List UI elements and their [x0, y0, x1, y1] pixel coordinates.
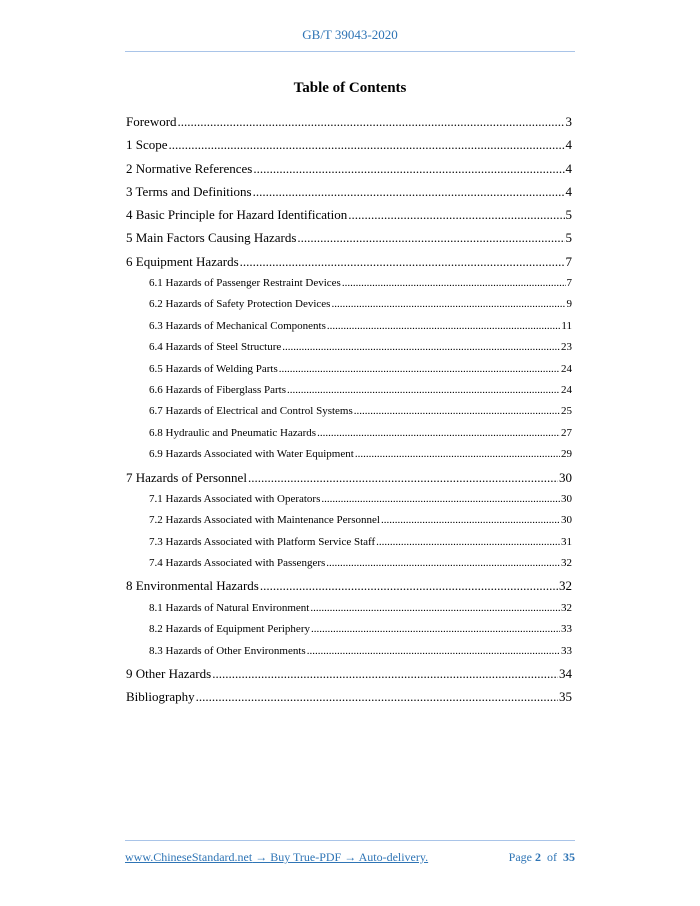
toc-entry-title: 6.3 Hazards of Mechanical Components [149, 319, 326, 332]
toc-entry[interactable] [126, 598, 572, 619]
toc-entry[interactable] [126, 273, 572, 294]
toc-entry-page-number: 35 [559, 689, 572, 705]
toc-entry-title: 6.9 Hazards Associated with Water Equipment [149, 448, 354, 461]
toc-entry-page-number: 3 [565, 114, 572, 129]
toc-entry-page-number: 31 [561, 535, 572, 548]
toc-entry-title: 6 Equipment Hazards [126, 253, 239, 269]
toc-entry-title: 8.1 Hazards of Natural Environment [149, 601, 310, 614]
toc-entry[interactable] [126, 180, 572, 203]
toc-dot-leader [260, 574, 558, 597]
toc-entry-page-number: 33 [561, 623, 572, 636]
toc-dot-leader [240, 250, 565, 273]
toc-entry-title: Foreword [126, 114, 177, 129]
toc-entry-page-number: 32 [559, 578, 572, 594]
toc-entry-title: 8.2 Hazards of Equipment Periphery [149, 623, 310, 636]
toc-entry[interactable] [126, 203, 572, 226]
toc-entry[interactable] [126, 401, 572, 422]
toc-entry-page-number: 4 [565, 137, 572, 153]
toc-entry-page-number: 27 [561, 426, 572, 439]
footer-divider [125, 840, 575, 841]
toc-dot-leader [355, 444, 560, 465]
toc-entry[interactable] [126, 337, 572, 358]
toc-entry[interactable] [126, 574, 572, 597]
current-page-number: 2 [535, 850, 541, 864]
page-indicator [509, 850, 575, 865]
toc-entry-page-number: 25 [561, 405, 572, 418]
toc-dot-leader [354, 401, 560, 422]
toc-entry-page-number: 4 [565, 183, 572, 199]
total-pages-number: 35 [563, 850, 575, 864]
toc-dot-leader [331, 294, 565, 315]
toc-dot-leader [317, 423, 560, 444]
toc-entry-page-number: 4 [565, 160, 572, 176]
toc-dot-leader [178, 110, 565, 133]
toc-entry[interactable] [126, 532, 572, 553]
toc-entry-title: 8 Environmental Hazards [126, 578, 259, 594]
toc-dot-leader [348, 203, 564, 226]
toc-entry-title: 9 Other Hazards [126, 665, 212, 681]
document-header-code: GB/T 39043-2020 [302, 27, 398, 42]
toc-entry[interactable] [126, 110, 572, 133]
toc-dot-leader [279, 359, 560, 380]
toc-title: Table of Contents [293, 80, 407, 96]
toc-entry-page-number: 24 [561, 384, 572, 397]
toc-dot-leader [327, 316, 561, 337]
toc-entry[interactable] [126, 466, 572, 489]
toc-entry[interactable] [126, 133, 572, 156]
page-label: Page [508, 850, 532, 864]
toc-entry-page-number: 30 [561, 514, 572, 527]
toc-entry-title: 2 Normative References [126, 160, 253, 176]
toc-entry[interactable] [126, 619, 572, 640]
footer-website-link[interactable] [125, 850, 428, 865]
toc-entry[interactable] [126, 423, 572, 444]
toc-dot-leader [169, 133, 565, 156]
toc-entry-title: 3 Terms and Definitions [126, 183, 252, 199]
toc-entry-title: 7.1 Hazards Associated with Operators [149, 492, 321, 505]
toc-entry-page-number: 29 [561, 448, 572, 461]
toc-entry-title: 6.5 Hazards of Welding Parts [149, 362, 278, 375]
toc-dot-leader [311, 619, 560, 640]
toc-entry-title: 4 Basic Principle for Hazard Identification [126, 207, 348, 223]
toc-dot-leader [196, 685, 558, 708]
toc-entry-page-number: 30 [559, 469, 572, 485]
toc-entry[interactable] [126, 685, 572, 708]
toc-dot-leader [307, 641, 560, 662]
toc-entry-title: 6.7 Hazards of Electrical and Control Systems [149, 405, 353, 418]
toc-entry[interactable] [126, 444, 572, 465]
toc-entry-page-number: 11 [561, 319, 572, 332]
toc-entry[interactable] [126, 510, 572, 531]
toc-entry-title: Bibliography [126, 689, 195, 705]
toc-entry-title: 6.4 Hazards of Steel Structure [149, 341, 282, 354]
toc-entry[interactable] [126, 359, 572, 380]
toc-dot-leader [282, 337, 560, 358]
table-of-contents [126, 110, 572, 709]
toc-entry-title: 6.2 Hazards of Safety Protection Devices [149, 298, 331, 311]
toc-entry[interactable] [126, 641, 572, 662]
toc-entry-page-number: 5 [565, 207, 572, 223]
toc-entry-title: 8.3 Hazards of Other Environments [149, 644, 306, 657]
toc-entry-page-number: 7 [565, 253, 572, 269]
toc-entry[interactable] [126, 226, 572, 249]
toc-entry-page-number: 32 [561, 557, 572, 570]
toc-entry-page-number: 23 [561, 341, 572, 354]
toc-entry-page-number: 34 [559, 665, 572, 681]
toc-entry-page-number: 33 [561, 644, 572, 657]
toc-entry-page-number: 32 [561, 601, 572, 614]
toc-entry-title: 7.2 Hazards Associated with Maintenance Personnel [149, 514, 380, 527]
toc-entry[interactable] [126, 662, 572, 685]
toc-entry[interactable] [126, 250, 572, 273]
toc-dot-leader [342, 273, 566, 294]
toc-dot-leader [212, 662, 558, 685]
footer-link-text[interactable]: www.ChineseStandard.net [125, 850, 253, 864]
toc-entry-page-number: 30 [561, 492, 572, 505]
toc-entry-title: 1 Scope [126, 137, 168, 153]
toc-entry[interactable] [126, 316, 572, 337]
of-label: of [547, 850, 557, 864]
toc-dot-leader [287, 380, 560, 401]
toc-dot-leader [253, 180, 565, 203]
toc-entry-title: 7.3 Hazards Associated with Platform Service Staff [149, 535, 376, 548]
toc-entry[interactable] [126, 553, 572, 574]
toc-entry-title: 6.1 Hazards of Passenger Restraint Devices [149, 277, 341, 290]
toc-entry[interactable] [126, 489, 572, 510]
toc-entry-page-number: 7 [566, 277, 572, 290]
toc-entry-title: 7.4 Hazards Associated with Passengers [149, 557, 326, 570]
toc-entry-title: 5 Main Factors Causing Hazards [126, 230, 297, 246]
toc-entry[interactable] [126, 380, 572, 401]
toc-entry-page-number: 5 [565, 230, 572, 246]
toc-entry[interactable] [126, 157, 572, 180]
toc-dot-leader [381, 510, 560, 531]
header-divider [125, 51, 575, 52]
toc-dot-leader [376, 532, 560, 553]
toc-dot-leader [310, 598, 560, 619]
toc-entry[interactable] [126, 294, 572, 315]
toc-dot-leader [297, 226, 564, 249]
toc-entry-title: 6.6 Hazards of Fiberglass Parts [149, 384, 286, 397]
toc-entry-title: 7 Hazards of Personnel [126, 469, 247, 485]
toc-dot-leader [248, 466, 558, 489]
footer-promo-text: → Buy True-PDF → Auto-delivery. [252, 850, 429, 864]
toc-dot-leader [321, 489, 560, 510]
toc-entry-page-number: 9 [566, 298, 572, 311]
toc-dot-leader [253, 157, 564, 180]
toc-entry-title: 6.8 Hydraulic and Pneumatic Hazards [149, 426, 317, 439]
toc-dot-leader [326, 553, 560, 574]
toc-entry-page-number: 24 [561, 362, 572, 375]
